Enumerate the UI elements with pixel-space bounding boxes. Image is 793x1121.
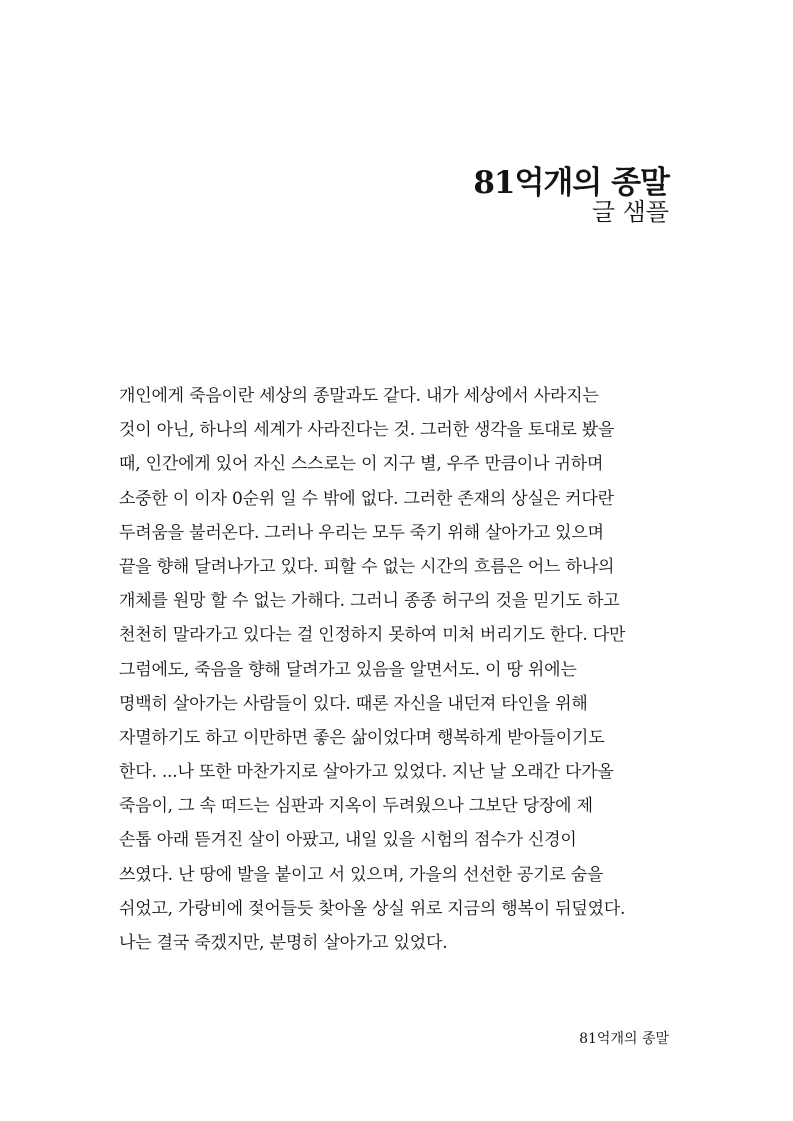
body-line: 쓰였다. 난 땅에 발을 붙이고 서 있으며, 가을의 선선한 공기로 숨을 — [119, 864, 604, 885]
body-line: 개체를 원망 할 수 없는 가해다. 그러니 종종 허구의 것을 믿기도 하고 — [119, 591, 620, 612]
body-line: 개인에게 죽음이란 세상의 종말과도 같다. 내가 세상에서 사라지는 — [119, 386, 599, 406]
page-subtitle: 글 샘플 — [591, 198, 669, 226]
body-line: 그럼에도, 죽음을 향해 달려가고 있음을 알면서도. 이 땅 위에는 — [119, 659, 577, 680]
body-line: 것이 아닌, 하나의 세계가 사라진다는 것. 그러한 생각을 토대로 봤을 — [119, 420, 615, 441]
body-line: 쉬었고, 가랑비에 젖어들듯 찾아올 상실 위로 지금의 행복이 뒤덮였다. — [119, 898, 626, 919]
body-line: 자멸하기도 하고 이만하면 좋은 삶이었다며 행복하게 받아들이기도 — [119, 727, 605, 748]
page-footer: 81억개의 종말 — [579, 1031, 669, 1047]
body-line: 명백히 살아가는 사람들이 있다. 때론 자신을 내던져 타인을 위해 — [119, 693, 588, 714]
body-line: 때, 인간에게 있어 자신 스스로는 이 지구 별, 우주 만큼이나 귀하며 — [119, 454, 604, 475]
body-line: 천천히 말라가고 있다는 걸 인정하지 못하여 미처 버리기도 한다. 다만 — [119, 625, 626, 646]
body-line: 나는 결국 죽겠지만, 분명히 살아가고 있었다. — [119, 933, 448, 953]
body-line: 손톱 아래 뜯겨진 살이 아팠고, 내일 있을 시험의 점수가 신경이 — [119, 830, 577, 851]
body-line: 소중한 이 이자 0순위 일 수 밖에 없다. 그러한 존재의 상실은 커다란 — [119, 488, 614, 509]
body-line: 두려움을 불러온다. 그러나 우리는 모두 죽기 위해 살아가고 있으며 — [119, 522, 604, 543]
body-line: 죽음이, 그 속 떠드는 심판과 지옥이 두려웠으나 그보단 당장에 제 — [119, 796, 593, 817]
body-line: 끝을 향해 달려나가고 있다. 피할 수 없는 시간의 흐름은 어느 하나의 — [119, 556, 615, 577]
body-paragraph — [119, 379, 671, 960]
page-title: 81억개의 종말 — [473, 164, 669, 201]
body-line: 한다. ...나 또한 마찬가지로 살아가고 있었다. 지난 날 오래간 다가올 — [119, 762, 614, 783]
